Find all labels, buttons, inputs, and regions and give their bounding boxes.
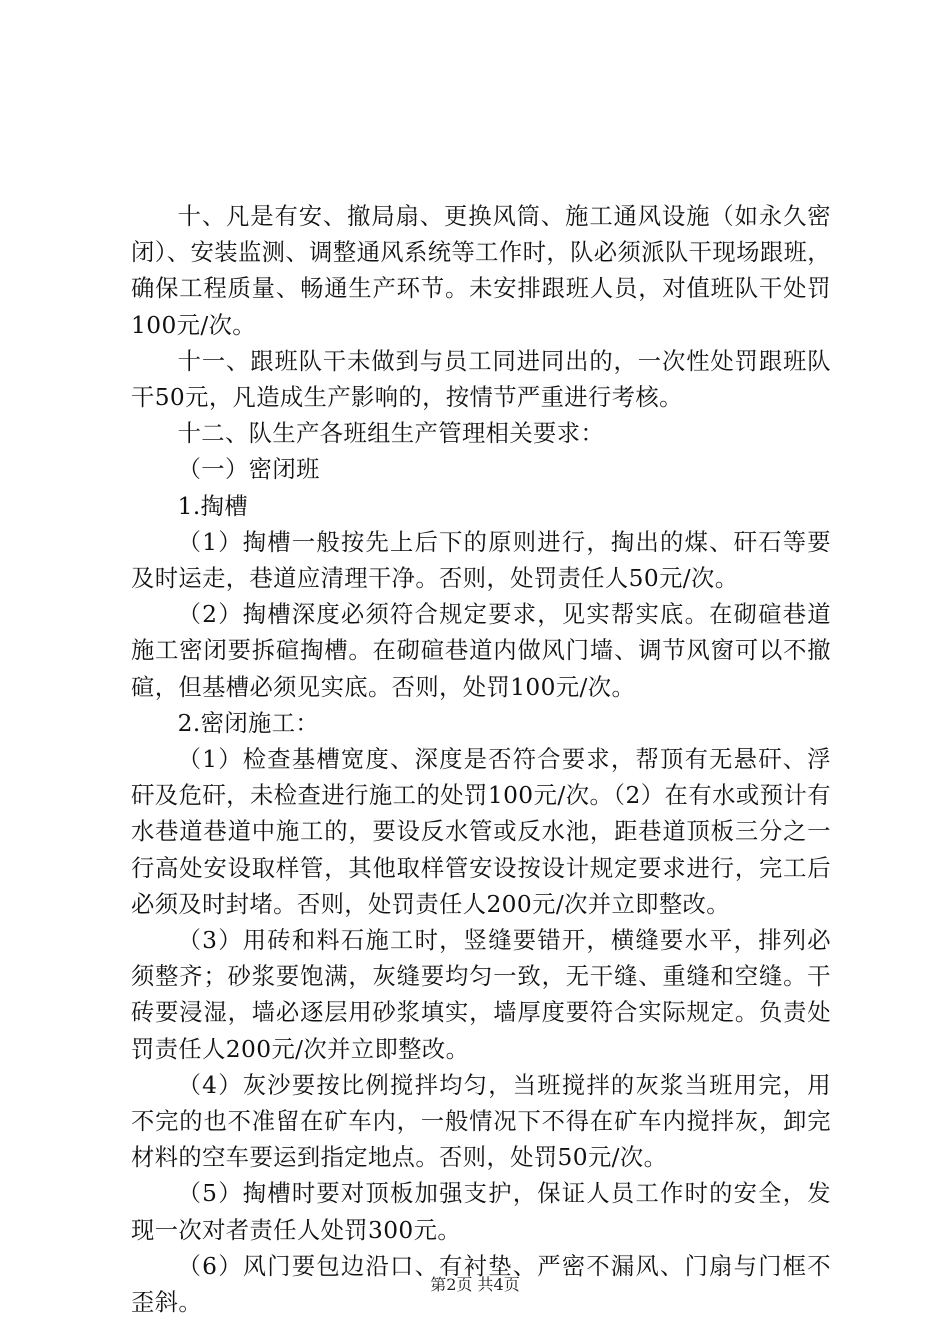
subheading-trenching: 1.掏槽 — [177, 492, 249, 520]
construction-item-3: （3）用砖和料石施工时，竖缝要错开，横缝要水平，排列必须整齐；砂浆要饱满，灰缝要均匀一致，无干缝、重缝和空缝。干砖要浸湿，墙必逐层用砂浆填实，墙厚度要符合实际规定。负责处罚责任人200元/次并立即整改。 — [131, 927, 831, 1063]
construction-item-4: （4）灰沙要按比例搅拌均匀，当班搅拌的灰浆当班用完，用不完的也不准留在矿车内，一般情况下不得在矿车内搅拌灰，卸完材料的空车要运到指定地点。否则，处罚50元/次。 — [131, 1071, 831, 1172]
paragraph-11: 十一、跟班队干未做到与员工同进同出的，一次性处罚跟班队干50元，凡造成生产影响的，按情节严重进行考核。 — [131, 347, 831, 412]
paragraph-12: 十二、队生产各班组生产管理相关要求： — [177, 420, 605, 448]
paragraph-10: 十、凡是有安、撤局扇、更换风筒、施工通风设施（如永久密闭）、安装监测、调整通风系统等工作时，队必须派队干现场跟班，确保工程质量、畅通生产环节。未安排跟班人员，对值班队干处罚100元/次。 — [131, 203, 831, 339]
section-heading-sealing-team: （一）密闭班 — [177, 456, 320, 484]
document-body — [131, 199, 831, 1321]
construction-items-1-2: （1）检查基槽宽度、深度是否符合要求，帮顶有无悬矸、浮矸及危矸，未检查进行施工的处罚100元/次。（2）在有水或预计有水巷道巷道中施工的，要设反水管或反水池，距巷道顶板三分之一行高处安设取样管，其他取样管安设按设计规定要求进行，完工后必须及时封堵。否则，处罚责任人200元/次并立即整改。 — [131, 746, 831, 918]
trenching-item-2: （2）掏槽深度必须符合规定要求，见实帮实底。在砌碹巷道施工密闭要拆碹掏槽。在砌碹巷道内做风门墙、调节风窗可以不撤碹，但基槽必须见实底。否则，处罚100元/次。 — [131, 601, 831, 701]
construction-item-5: （5）掏槽时要对顶板加强支护，保证人员工作时的安全，发现一次对者责任人处罚300元。 — [131, 1180, 831, 1244]
trenching-item-1: （1）掏槽一般按先上后下的原则进行，掏出的煤、矸石等要及时运走，巷道应清理干净。否则，处罚责任人50元/次。 — [131, 528, 831, 593]
construction-item-6: （6）风门要包边沿口、有衬垫、严密不漏风、门扇与门框不歪斜。 — [131, 1252, 831, 1317]
page-number: 第2页 共4页 — [430, 1275, 520, 1294]
subheading-sealing-construction: 2.密闭施工： — [177, 709, 320, 737]
page-footer — [0, 1275, 950, 1295]
